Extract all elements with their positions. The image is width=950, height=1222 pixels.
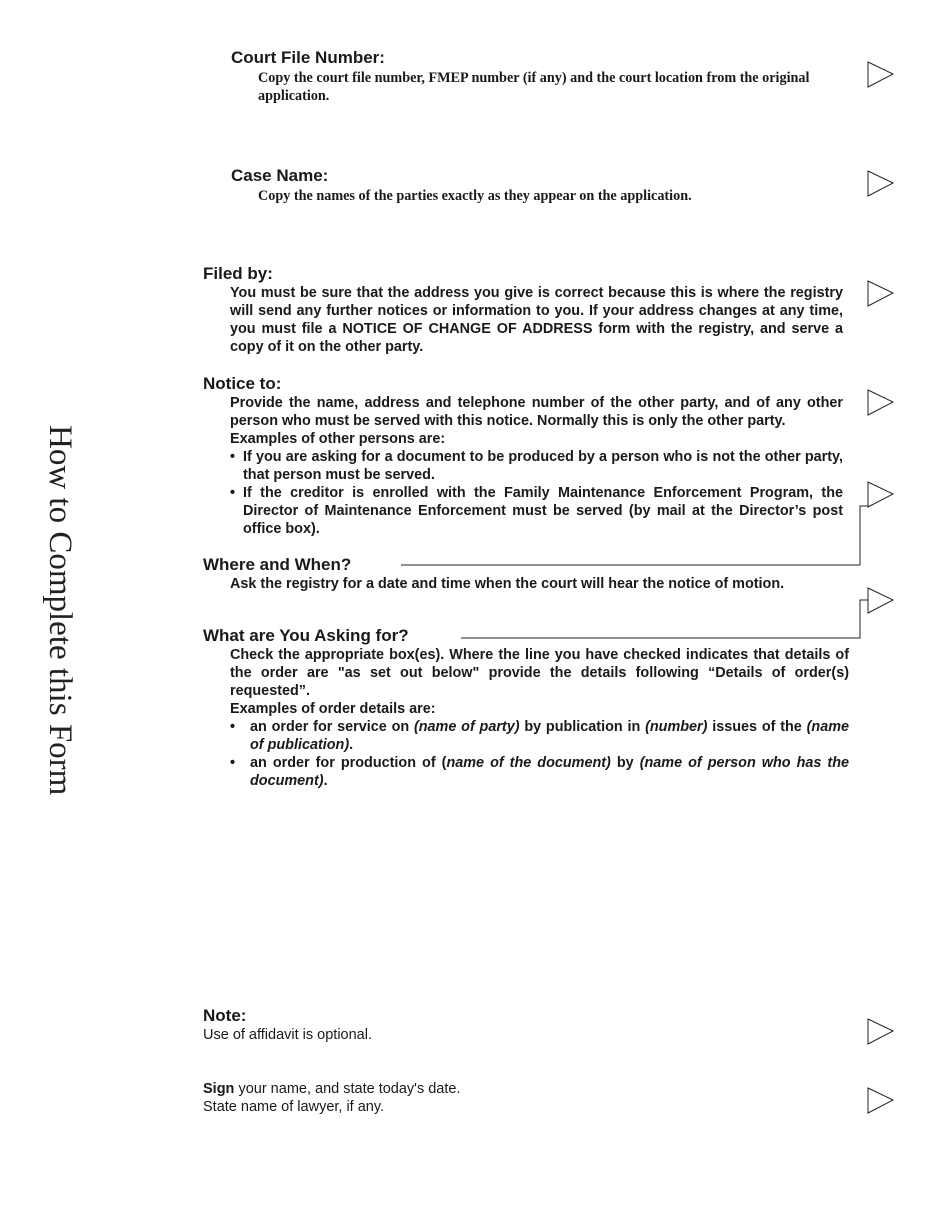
note-text: Use of affidavit is optional. [203,1027,372,1043]
pointer-arrow-icon [866,169,896,199]
note-heading: Note: [203,1006,247,1025]
pointer-arrow-icon [866,279,896,309]
where-when-text: Ask the registry for a date and time when the court will hear the notice of motion. [230,576,785,592]
sign-line-2: State name of lawyer, if any. [203,1099,385,1115]
filed-by-text: You must be sure that the address you give is correct because this is where the registry will send any further notices or information to you. If your address changes at any time, you must file a NOTICE OF CHANGE OF ADDRESS form with the registry, and serve a copy of it on the other party. [230,285,843,355]
pointer-arrow-icon [866,1017,896,1047]
bullet-marker: • [230,755,236,771]
notice-to-bullet-2: If the creditor is enrolled with the Family Maintenance Enforcement Program, the Director of Maintenance Enforcement must be served (by mail at the Director’s post office box). [243,485,843,537]
sign-line-1: Sign your name, and state today's date. [203,1081,461,1097]
asking-for-examples-label: Examples of order details are: [230,701,436,717]
court-file-text: Copy the court file number, FMEP number (if any) and the court location from the original application. [258,70,810,104]
notice-to-heading: Notice to: [203,374,282,393]
bullet-marker: • [230,719,236,735]
case-name-text: Copy the names of the parties exactly as they appear on the application. [258,188,692,204]
bullet-marker: • [230,449,236,465]
where-when-heading: Where and When? [203,555,352,574]
asking-for-heading: What are You Asking for? [203,626,409,645]
side-title: How to Complete this Form [42,425,78,796]
court-file-heading: Court File Number: [231,48,385,67]
pointer-arrow-icon [866,60,896,90]
pointer-arrow-icon [866,480,896,510]
notice-to-text: Provide the name, address and telephone number of the other party, and of any other person who must be served with this notice. Normally this is only the other party. [230,395,843,429]
pointer-arrow-icon [866,1086,896,1116]
pointer-arrow-icon [866,586,896,616]
filed-by-heading: Filed by: [203,264,273,283]
notice-to-examples-label: Examples of other persons are: [230,431,446,447]
asking-for-bullet-1: an order for service on (name of party) by publication in (number) issues of the (name of publication). [250,719,850,753]
bullet-marker: • [230,485,236,501]
asking-for-bullet-2: an order for production of (name of the document) by (name of person who has the document). [250,755,849,789]
asking-for-text: Check the appropriate box(es). Where the line you have checked indicates that details of the order are "as set out below" provide the details following “Details of order(s) requested”. [230,647,849,699]
notice-to-bullet-1: If you are asking for a document to be produced by a person who is not the other party, that person must be served. [243,449,843,483]
pointer-arrow-icon [866,388,896,418]
case-name-heading: Case Name: [231,166,329,185]
